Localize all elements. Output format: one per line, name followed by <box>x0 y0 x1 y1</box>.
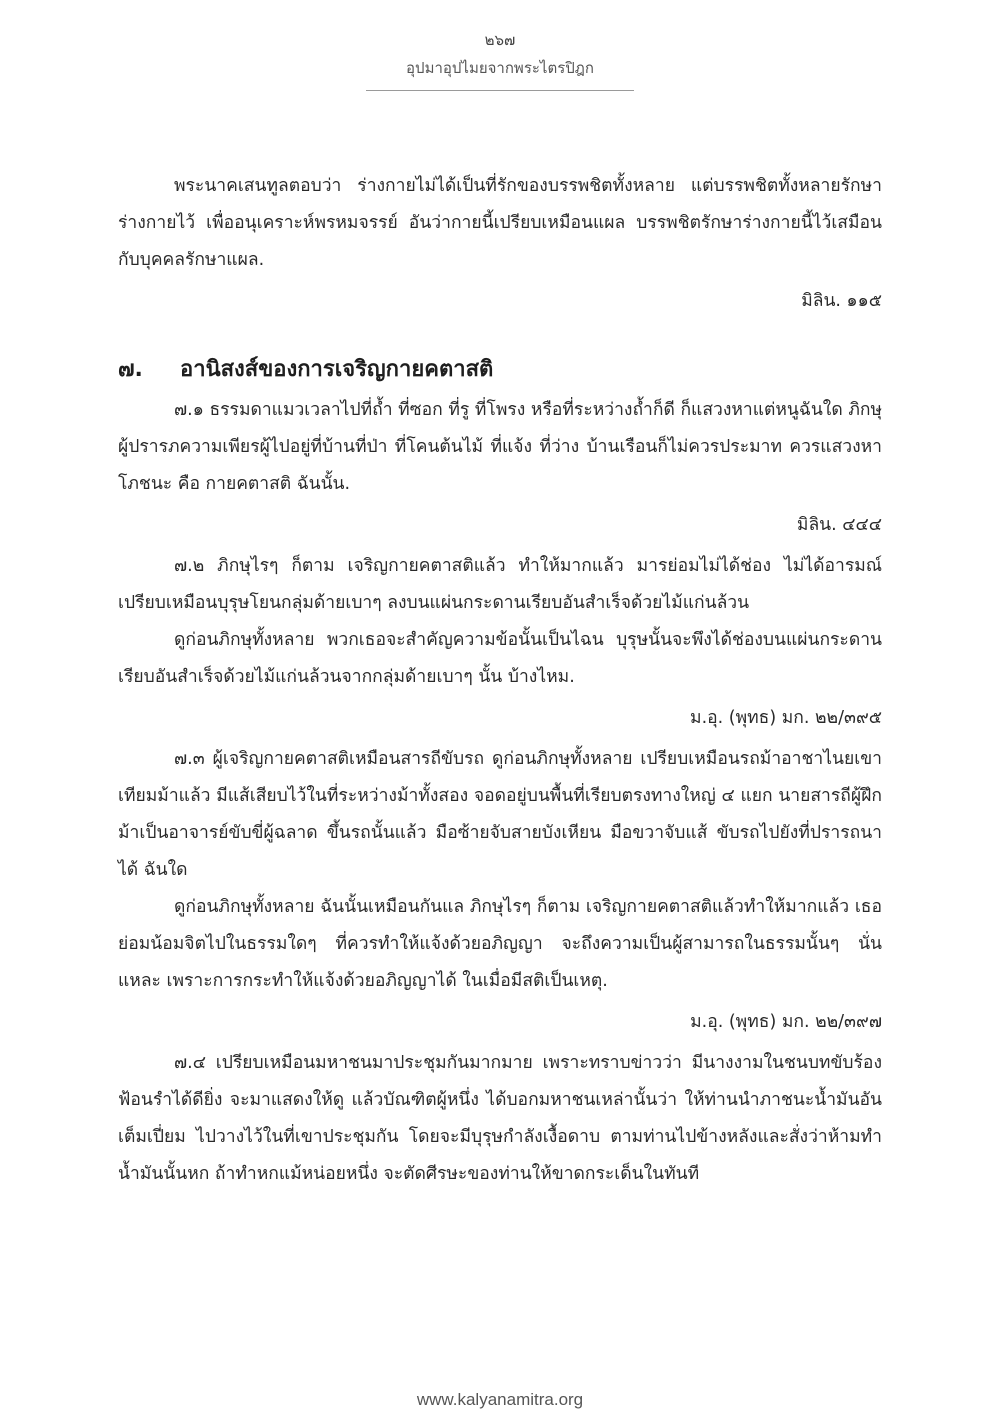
item-7-1-reference: มิลิน. ๔๔๔ <box>796 515 882 535</box>
item-7-2-paragraph: ๗.๒ ภิกษุไรๆ ก็ตาม เจริญกายคตาสติแล้ว ทำให้มากแล้ว มารย่อมไม่ได้ช่อง ไม่ได้อารมณ์ เปรียบเหมือนบุรุษโยนกลุ่มด้ายเบาๆ ลงบนแผ่นกระดานเรียบอันสำเร็จด้วยไม้แก่นล้วน <box>118 556 882 613</box>
item-7-3-reference: ม.อุ. (พุทธ) มก. ๒๒/๓๙๗ <box>690 1012 882 1032</box>
section-heading <box>118 350 882 390</box>
item-7-1-paragraph: ๗.๑ ธรรมดาแมวเวลาไปที่ถ้ำ ที่ซอก ที่รู ที่โพรง หรือที่ระหว่างถ้ำก็ดี ก็แสวงหาแต่หนูฉันใด ภิกษุผู้ปรารภความเพียรผู้ไปอยู่ที่บ้านที่ป่า ที่โคนต้นไม้ ที่แจ้ง ที่ว่าง บ้านเรือนก็ไม่ควรประมาท ควรแสวงหาโภชนะ คือ กายคตาสติ ฉันนั้น. <box>118 400 882 494</box>
section-number: ๗. <box>118 357 143 382</box>
page-header <box>0 30 1000 91</box>
page-number: ๒๖๗ <box>484 31 516 49</box>
section-title: อานิสงส์ของการเจริญกายคตาสติ <box>180 357 494 382</box>
item-7-3-paragraph: ๗.๓ ผู้เจริญกายคตาสติเหมือนสารถีขับรถ ดูก่อนภิกษุทั้งหลาย เปรียบเหมือนรถม้าอาชาไนยเขาเทียมม้าแล้ว มีแส้เสียบไว้ในที่ระหว่างม้าทั้งสอง จอดอยู่บนพื้นที่เรียบตรงทางใหญ่ ๔ แยก นายสารถีผู้ฝึกม้าเป็นอาจารย์ขับขี่ผู้ฉลาด ขึ้นรถนั้นแล้ว มือซ้ายจับสายบังเหียน มือขวาจับแส้ ขับรถไปยังที่ปรารถนาได้ ฉันใด <box>118 749 882 880</box>
running-title: อุปมาอุปไมยจากพระไตรปิฎก <box>406 59 594 77</box>
header-divider <box>366 90 634 91</box>
footer-website: www.kalyanamitra.org <box>416 1390 584 1409</box>
item-7-2-paragraph-continued: ดูก่อนภิกษุทั้งหลาย พวกเธอจะสำคัญความข้อนั้นเป็นไฉน บุรุษนั้นจะพึงได้ช่องบนแผ่นกระดานเรียบอันสำเร็จด้วยไม้แก่นล้วนจากกลุ่มด้ายเบาๆ นั้น บ้างไหม. <box>118 630 882 687</box>
item-7-4-paragraph: ๗.๔ เปรียบเหมือนมหาชนมาประชุมกันมากมาย เพราะทราบข่าวว่า มีนางงามในชนบทขับร้องฟ้อนรำได้ดียิ่ง จะมาแสดงให้ดู แล้วบัณฑิตผู้หนึ่ง ได้บอกมหาชนเหล่านั้นว่า ให้ท่านนำภาชนะน้ำมันอันเต็มเปี่ยม ไปวางไว้ในที่เขาประชุมกัน โดยจะมีบุรุษกำลังเงื้อดาบ ตามท่านไปข้างหลังและสั่งว่าห้ามทำน้ำมันนั้นหก ถ้าทำหกแม้หน่อยหนึ่ง จะตัดศีรษะของท่านให้ขาดกระเด็นในทันที <box>118 1053 882 1184</box>
intro-reference: มิลิน. ๑๑๕ <box>801 291 882 311</box>
item-7-2-reference: ม.อุ. (พุทธ) มก. ๒๒/๓๙๕ <box>690 708 882 728</box>
item-7-3-paragraph-continued: ดูก่อนภิกษุทั้งหลาย ฉันนั้นเหมือนกันแล ภิกษุไรๆ ก็ตาม เจริญกายคตาสติแล้วทำให้มากแล้ว เธอย่อมน้อมจิตไปในธรรมใดๆ ที่ควรทำให้แจ้งด้วยอภิญญา จะถึงความเป็นผู้สามารถในธรรมนั้นๆ นั่นแหละ เพราะการกระทำให้แจ้งด้วยอภิญญาได้ ในเมื่อมีสติเป็นเหตุ. <box>118 897 882 991</box>
document-body <box>118 168 882 1193</box>
intro-paragraph: พระนาคเสนทูลตอบว่า ร่างกายไม่ได้เป็นที่รักของบรรพชิตทั้งหลาย แต่บรรพชิตทั้งหลายรักษาร่างกายไว้ เพื่ออนุเคราะห์พรหมจรรย์ อันว่ากายนี้เปรียบเหมือนแผล บรรพชิตรักษาร่างกายนี้ไว้เสมือนกับบุคคลรักษาแผล. <box>118 176 882 270</box>
